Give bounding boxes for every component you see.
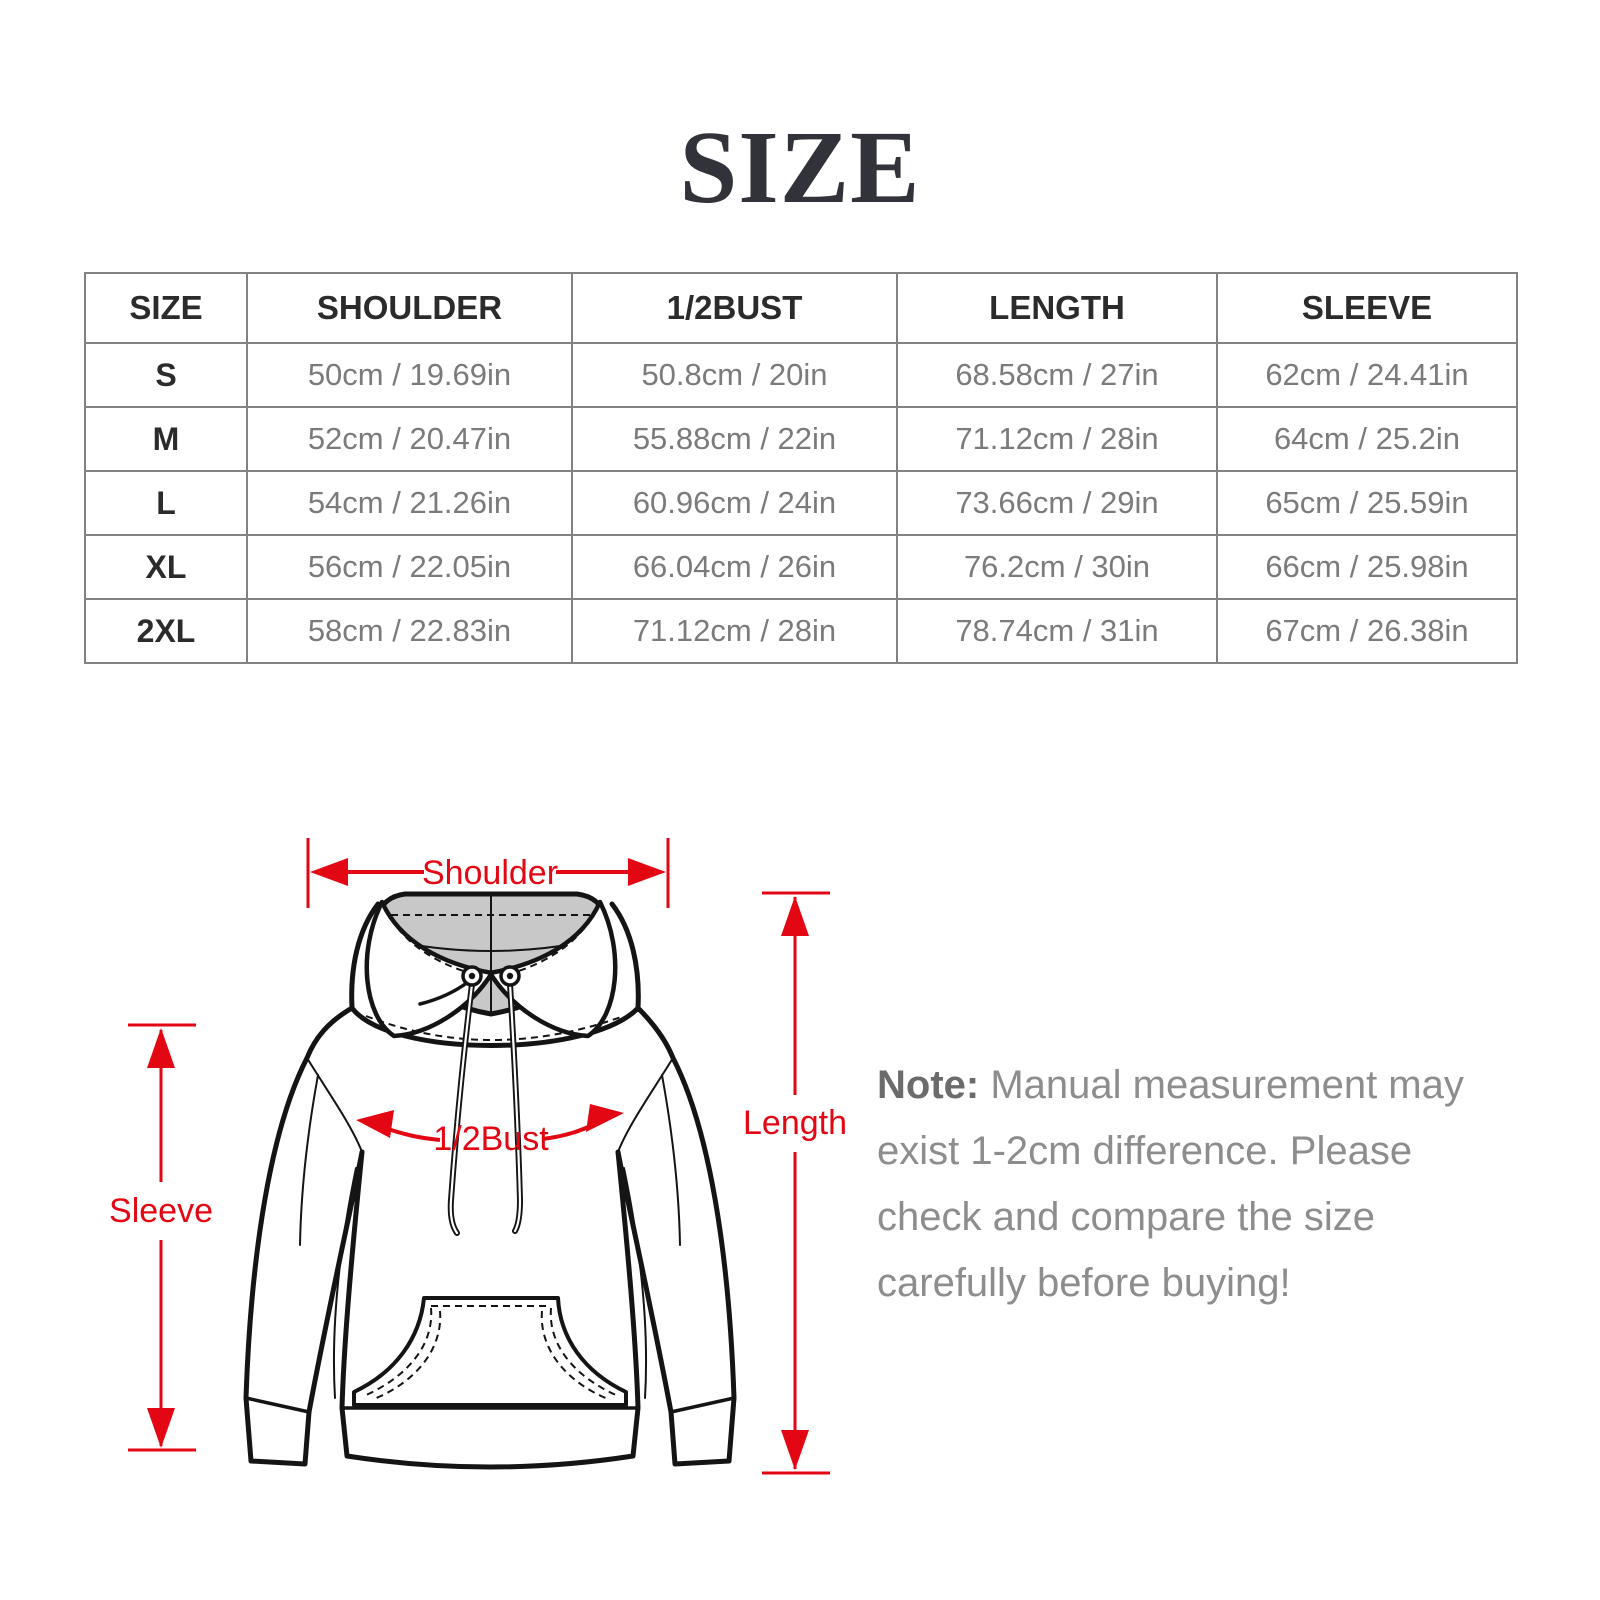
cell-shoulder: 58cm / 22.83in (247, 599, 572, 663)
table-row-2xl (85, 599, 1517, 663)
length-measure-arrow (743, 893, 847, 1473)
cell-sleeve: 62cm / 24.41in (1217, 343, 1517, 407)
table-row-xl (85, 535, 1517, 599)
cell-size: M (85, 407, 247, 471)
table-row-s (85, 343, 1517, 407)
column-header-sleeve: SLEEVE (1217, 273, 1517, 343)
column-header-length: LENGTH (897, 273, 1217, 343)
cell-length: 71.12cm / 28in (897, 407, 1217, 471)
table-row-m (85, 407, 1517, 471)
size-table (84, 272, 1518, 664)
cell-halfbust: 50.8cm / 20in (572, 343, 897, 407)
note-text (877, 1052, 1477, 1316)
cell-size: XL (85, 535, 247, 599)
column-header-halfbust: 1/2BUST (572, 273, 897, 343)
cell-shoulder: 56cm / 22.05in (247, 535, 572, 599)
hoodie-sketch (246, 894, 734, 1467)
cell-length: 68.58cm / 27in (897, 343, 1217, 407)
cell-shoulder: 54cm / 21.26in (247, 471, 572, 535)
cell-sleeve: 65cm / 25.59in (1217, 471, 1517, 535)
page-title: SIZE (679, 110, 921, 225)
cell-halfbust: 60.96cm / 24in (572, 471, 897, 535)
cell-length: 78.74cm / 31in (897, 599, 1217, 663)
note-body: Manual measurement may exist 1-2cm difference. Please check and compare the size carefully before buying! (877, 1063, 1464, 1305)
cell-size: 2XL (85, 599, 247, 663)
cell-halfbust: 66.04cm / 26in (572, 535, 897, 599)
hoodie-measurement-diagram (90, 800, 870, 1510)
cell-size: L (85, 471, 247, 535)
cell-halfbust: 55.88cm / 22in (572, 407, 897, 471)
cell-shoulder: 50cm / 19.69in (247, 343, 572, 407)
sleeve-label: Sleeve (109, 1192, 213, 1230)
column-header-shoulder: SHOULDER (247, 273, 572, 343)
cell-halfbust: 71.12cm / 28in (572, 599, 897, 663)
table-row-l (85, 471, 1517, 535)
column-header-size: SIZE (85, 273, 247, 343)
cell-sleeve: 67cm / 26.38in (1217, 599, 1517, 663)
halfbust-label: 1/2Bust (433, 1120, 549, 1158)
cell-size: S (85, 343, 247, 407)
cell-length: 76.2cm / 30in (897, 535, 1217, 599)
cell-sleeve: 64cm / 25.2in (1217, 407, 1517, 471)
cell-sleeve: 66cm / 25.98in (1217, 535, 1517, 599)
cell-shoulder: 52cm / 20.47in (247, 407, 572, 471)
sleeve-measure-arrow (109, 1025, 213, 1450)
note-label: Note: (877, 1063, 980, 1107)
cell-length: 73.66cm / 29in (897, 471, 1217, 535)
size-table-header-row (85, 273, 1517, 343)
length-label: Length (743, 1104, 847, 1142)
shoulder-label: Shoulder (421, 854, 559, 892)
